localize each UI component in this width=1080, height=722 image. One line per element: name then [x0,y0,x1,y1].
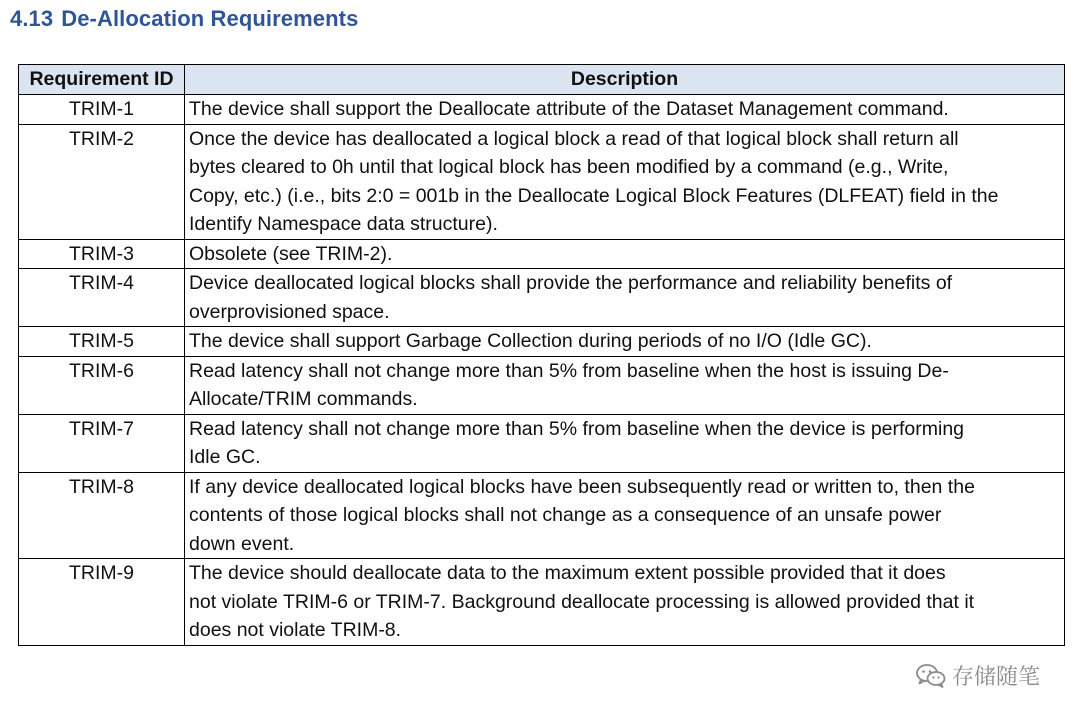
description-line: Allocate/TRIM commands. [189,388,418,410]
requirement-id-cell: TRIM-4 [19,269,185,327]
description-cell [185,559,1065,646]
description-cell [185,414,1065,472]
description-line: Idle GC. [189,446,261,468]
description-line: If any device deallocated logical blocks have been subsequently read or written to, then the [189,475,975,498]
description-cell [185,327,1065,357]
description-line: Once the device has deallocated a logical block a read of that logical block shall return all [189,127,959,150]
table-row [19,124,1065,239]
section-title: De-Allocation Requirements [61,6,359,31]
description-line: down event. [189,532,295,555]
table-row [19,356,1065,414]
table-row [19,239,1065,269]
description-line: overprovisioned space. [189,300,390,323]
header-description: Description [185,65,1065,95]
description-line: Device deallocated logical blocks shall provide the performance and reliability benefits of [189,272,953,294]
section-number: 4.13 [10,6,54,31]
description-line: Obsolete (see TRIM-2). [189,242,393,265]
requirement-id-cell: TRIM-7 [19,414,185,472]
description-cell [185,124,1065,239]
table-body [19,95,1065,646]
table-row [19,327,1065,357]
description-line: The device shall support the Deallocate attribute of the Dataset Management command. [189,98,949,120]
description-line: The device shall support Garbage Collection during periods of no I/O (Idle GC). [189,330,872,352]
description-cell [185,95,1065,125]
requirements-table [18,64,1065,646]
requirement-id-cell: TRIM-6 [19,356,185,414]
table-row [19,269,1065,327]
description-line: contents of those logical blocks shall not change as a consequence of an unsafe power [189,504,942,526]
table-row [19,95,1065,125]
description-line: Copy, etc.) (i.e., bits 2:0 = 001b in the Deallocate Logical Block Features (DLFEAT) field in the [189,184,999,207]
header-requirement-id: Requirement ID [19,65,185,95]
table-row [19,414,1065,472]
description-line: Read latency shall not change more than 5% from baseline when the device is performing [189,417,965,440]
description-line: Identify Namespace data structure). [189,213,498,235]
watermark [912,660,1044,691]
description-line: not violate TRIM-6 or TRIM-7. Background deallocate processing is allowed provided that it [189,590,975,613]
description-line: bytes cleared to 0h until that logical block has been modified by a command (e.g., Write, [189,156,949,178]
table-row [19,559,1065,646]
section-heading [10,6,358,32]
description-line: Read latency shall not change more than 5% from baseline when the host is issuing De- [189,359,949,382]
requirement-id-cell: TRIM-1 [19,95,185,125]
requirement-id-cell: TRIM-8 [19,472,185,559]
description-cell [185,269,1065,327]
wechat-icon [916,663,946,689]
description-line: The device should deallocate data to the maximum extent possible provided that it does [189,562,946,584]
requirement-id-cell: TRIM-5 [19,327,185,357]
description-cell [185,239,1065,269]
description-line: does not violate TRIM-8. [189,619,402,641]
table-row [19,472,1065,559]
description-cell [185,472,1065,559]
requirement-id-cell: TRIM-2 [19,124,185,239]
description-cell [185,356,1065,414]
requirement-id-cell: TRIM-9 [19,559,185,646]
table-header-row [19,65,1065,95]
requirement-id-cell: TRIM-3 [19,239,185,269]
watermark-text: 存储随笔 [951,665,1040,690]
